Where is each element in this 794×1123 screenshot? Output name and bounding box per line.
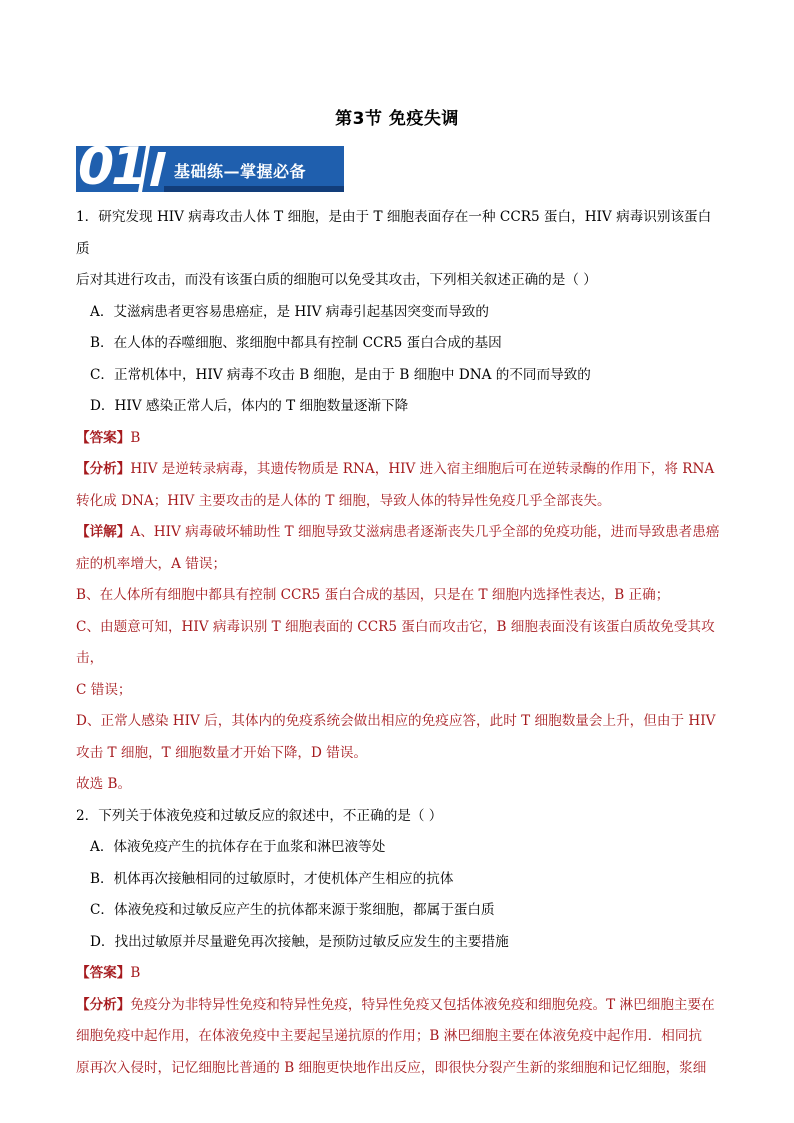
q1-conclusion: 故选 B。 xyxy=(76,776,132,792)
q2-analysis-line-3: 原再次入侵时，记忆细胞比普通的 B 细胞更快地作出反应，即很快分裂产生新的浆细胞和记忆细胞，浆细 xyxy=(76,1059,707,1076)
q1-answer-tag: 【答案】 xyxy=(76,429,131,446)
q2-answer-tag: 【答案】 xyxy=(76,965,131,981)
q2-stem: 2．下列关于体液免疫和过敏反应的叙述中，不正确的是（ ） xyxy=(76,807,443,824)
q1-detail-line-6: D、正常人感染 HIV 后，其体内的免疫系统会做出相应的免疫应答，此时 T 细胞数量会上升，但由于 HIV xyxy=(76,713,716,729)
q1-answer xyxy=(76,423,722,455)
document-body xyxy=(76,202,722,1084)
q1-detail-line-3: B、在人体所有细胞中都具有控制 CCR5 蛋白合成的基因，只是在 T 细胞内选择性表达，B 正确； xyxy=(76,587,670,603)
section-banner xyxy=(76,137,344,197)
q1-detail-line-7: 攻击 T 细胞，T 细胞数量才开始下降，D 错误。 xyxy=(76,744,368,761)
banner-label: 基础练—掌握必备 xyxy=(174,162,307,181)
q1-analysis-line-2: 转化成 DNA；HIV 主要攻击的是人体的 T 细胞，导致人体的特异性免疫几乎全部丧失。 xyxy=(76,492,611,509)
q2-answer xyxy=(76,958,722,990)
q2-option-c: C．体液免疫和过敏反应产生的抗体都来源于浆细胞，都属于蛋白质 xyxy=(90,902,495,918)
q1-option-d: D．HIV 感染正常人后，体内的 T 细胞数量逐渐下降 xyxy=(90,398,409,414)
banner-number: 01 xyxy=(78,137,145,197)
q1-detail-text-1: A、HIV 病毒破坏辅助性 T 细胞导致艾滋病患者逐渐丧失几乎全部的免疫功能，进而导致患者患癌 xyxy=(130,524,720,540)
q1-stem-line-2: 后对其进行攻击，而没有该蛋白质的细胞可以免受其攻击，下列相关叙述正确的是（ ） xyxy=(76,272,597,288)
q2-option-b: B．机体再次接触相同的过敏原时，才使机体产生相应的抗体 xyxy=(90,870,454,887)
q1-analysis-tag: 【分析】 xyxy=(76,461,131,477)
q1-option-b: B．在人体的吞噬细胞、浆细胞中都具有控制 CCR5 蛋白合成的基因 xyxy=(90,335,502,351)
q1-stem-line-1: 1．研究发现 HIV 病毒攻击人体 T 细胞，是由于 T 细胞表面存在一种 CCR5 蛋白，HIV 病毒识别该蛋白质 xyxy=(76,209,712,257)
q1-answer-value: B xyxy=(130,429,141,446)
q1-analysis-text-1: HIV 是逆转录病毒，其遗传物质是 RNA，HIV 进入宿主细胞后可在逆转录酶的作用下，将 RNA xyxy=(130,461,715,477)
q1-detail-line-5: C 错误； xyxy=(76,681,132,698)
q1-detail-tag: 【详解】 xyxy=(76,524,131,540)
q1-analysis-line-1 xyxy=(76,454,722,486)
q1-detail-line-1 xyxy=(76,517,722,549)
q2-analysis-text-1: 免疫分为非特异性免疫和特异性免疫，特异性免疫又包括体液免疫和细胞免疫。T 淋巴细胞主要在 xyxy=(130,996,715,1013)
page-title: 第3节 免疫失调 xyxy=(335,109,459,129)
q2-option-d: D．找出过敏原并尽量避免再次接触，是预防过敏反应发生的主要措施 xyxy=(90,933,509,950)
q2-analysis-tag: 【分析】 xyxy=(76,996,131,1013)
q2-analysis-line-1 xyxy=(76,990,722,1022)
q1-option-c: C．正常机体中，HIV 病毒不攻击 B 细胞，是由于 B 细胞中 DNA 的不同而导致的 xyxy=(90,366,591,383)
q1-detail-line-2: 症的机率增大，A 错误； xyxy=(76,555,227,572)
q2-option-a: A．体液免疫产生的抗体存在于血浆和淋巴液等处 xyxy=(90,839,386,855)
q1-option-a: A．艾滋病患者更容易患癌症，是 HIV 病毒引起基因突变而导致的 xyxy=(90,303,489,320)
q2-analysis-line-2: 细胞免疫中起作用，在体液免疫中主要起呈递抗原的作用；B 淋巴细胞主要在体液免疫中起作用．相同抗 xyxy=(76,1028,703,1044)
q2-answer-value: B xyxy=(130,965,141,981)
q1-detail-line-4: C、由题意可知，HIV 病毒识别 T 细胞表面的 CCR5 蛋白而攻击它，B 细胞表面没有该蛋白质故免受其攻击， xyxy=(76,618,715,666)
